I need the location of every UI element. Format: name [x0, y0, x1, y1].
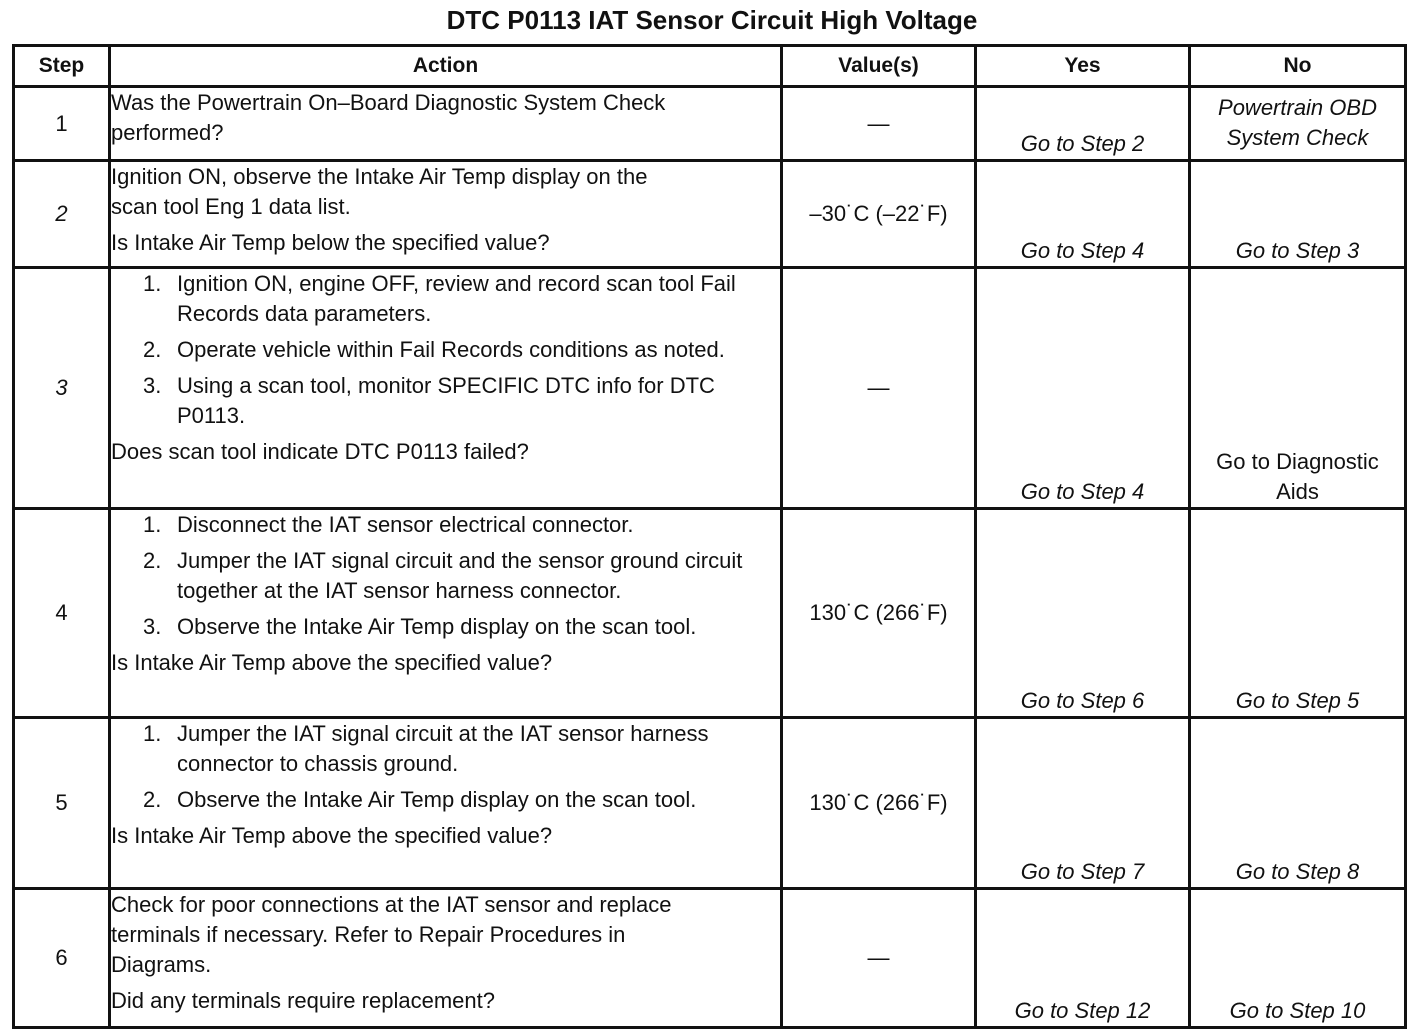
action-text: Ignition ON, observe the Intake Air Temp display on the	[111, 164, 648, 189]
step-number: 5	[14, 718, 110, 889]
header-values: Value(s)	[782, 46, 976, 87]
table-row-step-5	[14, 718, 1406, 889]
header-yes: Yes	[976, 46, 1190, 87]
action-cell	[110, 268, 782, 509]
substep	[143, 335, 780, 365]
no-link[interactable]: Go to Step 10	[1190, 889, 1406, 1028]
value-cell: —	[782, 268, 976, 509]
page-title: DTC P0113 IAT Sensor Circuit High Voltage	[446, 5, 978, 35]
substep-number: 2.	[143, 548, 162, 573]
substep	[143, 785, 780, 815]
substep	[143, 269, 780, 329]
header-no: No	[1190, 46, 1406, 87]
action-text: performed?	[111, 120, 224, 145]
substep	[143, 510, 780, 540]
table-row-step-6	[14, 889, 1406, 1028]
substep-number: 1.	[143, 721, 162, 746]
action-cell	[110, 509, 782, 718]
header-action: Action	[110, 46, 782, 87]
value-cell: —	[782, 889, 976, 1028]
step-number: 2	[14, 161, 110, 268]
substep-text: Observe the Intake Air Temp display on the scan tool.	[177, 787, 697, 812]
substep-number: 2.	[143, 787, 162, 812]
action-text: Diagrams.	[111, 952, 212, 977]
action-question: Did any terminals require replacement?	[111, 988, 495, 1013]
substep	[143, 546, 780, 606]
substep-number: 2.	[143, 337, 162, 362]
yes-link[interactable]: Go to Step 12	[976, 889, 1190, 1028]
table-row-step-2	[14, 161, 1406, 268]
substep-number: 1.	[143, 271, 162, 296]
header-row	[14, 46, 1406, 87]
step-number: 3	[14, 268, 110, 509]
no-text: Powertrain OBD	[1218, 95, 1377, 120]
step-number: 6	[14, 889, 110, 1028]
table-row-step-3	[14, 268, 1406, 509]
value-cell: —	[782, 87, 976, 161]
substep-number: 3.	[143, 373, 162, 398]
action-text: scan tool Eng 1 data list.	[111, 194, 351, 219]
yes-link[interactable]: Go to Step 4	[976, 268, 1190, 509]
value-cell: 130˙C (266˙F)	[782, 509, 976, 718]
step-number: 4	[14, 509, 110, 718]
table-row-step-4	[14, 509, 1406, 718]
yes-link[interactable]: Go to Step 7	[976, 718, 1190, 889]
action-cell	[110, 87, 782, 161]
value-cell: 130˙C (266˙F)	[782, 718, 976, 889]
substep-list	[111, 719, 780, 815]
action-text: Check for poor connections at the IAT sensor and replace	[111, 892, 672, 917]
value-cell: –30˙C (–22˙F)	[782, 161, 976, 268]
action-question: Does scan tool indicate DTC P0113 failed?	[111, 439, 529, 464]
substep-text: Observe the Intake Air Temp display on the scan tool.	[177, 614, 697, 639]
no-link[interactable]: Go to Step 8	[1190, 718, 1406, 889]
diagnostic-table	[12, 44, 1407, 1029]
no-text: Go to Diagnostic	[1216, 449, 1379, 474]
no-link[interactable]: Go to Step 5	[1190, 509, 1406, 718]
action-text: terminals if necessary. Refer to Repair Procedures in	[111, 922, 626, 947]
no-link[interactable]: Go to Step 3	[1190, 161, 1406, 268]
substep-text: Operate vehicle within Fail Records conditions as noted.	[177, 337, 725, 362]
action-cell	[110, 161, 782, 268]
yes-link[interactable]: Go to Step 2	[976, 87, 1190, 161]
substep	[143, 719, 780, 779]
substep	[143, 371, 780, 431]
action-question: Is Intake Air Temp above the specified value?	[111, 650, 553, 675]
substep-list	[111, 510, 780, 642]
substep-list	[111, 269, 780, 431]
action-question: Is Intake Air Temp above the specified value?	[111, 823, 553, 848]
action-cell	[110, 889, 782, 1028]
substep-text: Disconnect the IAT sensor electrical connector.	[177, 512, 634, 537]
yes-link[interactable]: Go to Step 6	[976, 509, 1190, 718]
substep-number: 3.	[143, 614, 162, 639]
substep-number: 1.	[143, 512, 162, 537]
substep	[143, 612, 780, 642]
yes-link[interactable]: Go to Step 4	[976, 161, 1190, 268]
step-number: 1	[14, 87, 110, 161]
no-text: Aids	[1276, 479, 1319, 504]
action-text: Was the Powertrain On–Board Diagnostic System Check	[111, 90, 666, 115]
substep-text: Jumper the IAT signal circuit and the sensor ground circuit together at the IAT sensor harness connector.	[177, 548, 743, 603]
no-text: System Check	[1226, 125, 1369, 150]
substep-text: Using a scan tool, monitor SPECIFIC DTC info for DTC P0113.	[177, 373, 715, 428]
header-step: Step	[14, 46, 110, 87]
no-link[interactable]	[1190, 268, 1406, 509]
no-link[interactable]	[1190, 87, 1406, 161]
substep-text: Ignition ON, engine OFF, review and record scan tool Fail Records data parameters.	[177, 271, 736, 326]
table-row-step-1	[14, 87, 1406, 161]
action-question: Is Intake Air Temp below the specified value?	[111, 230, 550, 255]
substep-text: Jumper the IAT signal circuit at the IAT sensor harness connector to chassis ground.	[177, 721, 709, 776]
action-cell	[110, 718, 782, 889]
